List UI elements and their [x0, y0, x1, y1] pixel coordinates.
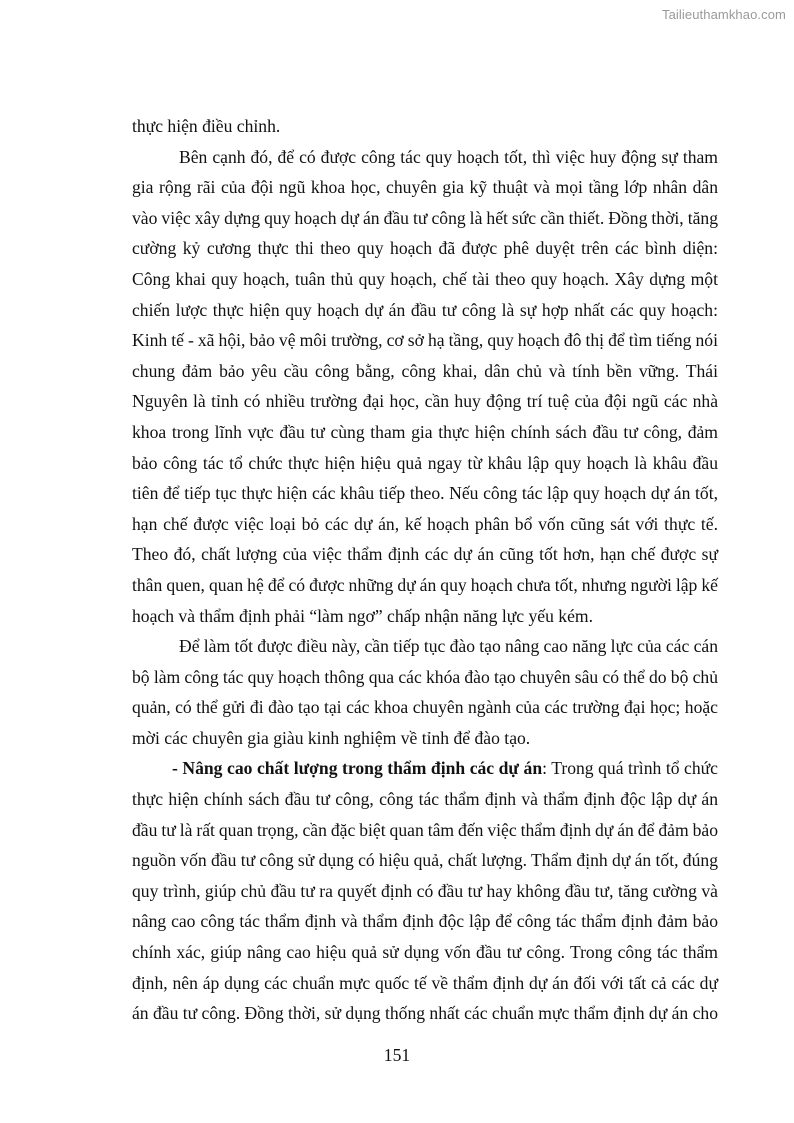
text-line: quy trình, giúp chủ đầu tư ra quyết định có đầu tư hay không đầu tư, tăng cường và	[132, 880, 718, 901]
text-line: khoa trong lĩnh vực đầu tư cùng tham gia thực hiện chính sách đầu tư công, đảm	[132, 421, 718, 442]
text-line: cường kỷ cương thực thi theo quy hoạch đã được phê duyệt trên các bình diện:	[132, 238, 718, 259]
text-line: hoạch và thẩm định phải “làm ngơ” chấp nhận năng lực yếu kém.	[132, 605, 593, 626]
text-line: thực hiện chính sách đầu tư công, công tác thẩm định và thẩm định độc lập dự án	[132, 789, 718, 810]
text-line: thực hiện điều chỉnh.	[132, 116, 281, 136]
text-line: chung đảm bảo yêu cầu công bằng, công khai, dân chủ và tính bền vững. Thái	[132, 360, 718, 381]
watermark-text: Tailieuthamkhao.com	[661, 7, 786, 22]
text-line: đầu tư là rất quan trọng, cần đặc biệt quan tâm đến việc thẩm định dự án để đảm bảo	[132, 819, 718, 840]
paragraph-2	[132, 142, 718, 632]
text-line: Công khai quy hoạch, tuân thủ quy hoạch, chế tài theo quy hoạch. Xây dựng một	[132, 268, 718, 289]
paragraph-1	[132, 111, 718, 142]
text-line: Bên cạnh đó, để có được công tác quy hoạch tốt, thì việc huy động sự tham	[179, 146, 718, 167]
text-line: bộ làm công tác quy hoạch thông qua các khóa đào tạo chuyên sâu có thể do bộ chủ	[132, 666, 718, 687]
text-line: mời các chuyên gia giàu kinh nghiệm về tỉnh để đào tạo.	[132, 727, 531, 748]
text-run: : Trong quá trình tổ chức	[542, 758, 718, 779]
text-line: chiến lược thực hiện quy hoạch dự án đầu tư công là sự hợp nhất các quy hoạch:	[132, 299, 718, 320]
text-line: chính xác, giúp nâng cao hiệu quả sử dụng vốn đầu tư công. Trong công tác thẩm	[132, 942, 718, 963]
text-line: nguồn vốn đầu tư công sử dụng có hiệu quả, chất lượng. Thẩm định dự án tốt, đúng	[132, 850, 718, 871]
text-line: bảo công tác tổ chức thực hiện hiệu quả ngay từ khâu lập quy hoạch là khâu đầu	[132, 452, 718, 473]
text-line: Theo đó, chất lượng của việc thẩm định các dự án cũng tốt hơn, hạn chế được sự	[132, 544, 718, 565]
text-line: thân quen, quan hệ để có được những dự án quy hoạch chưa tốt, nhưng người lập kế	[132, 574, 718, 595]
page-number: 151	[383, 1045, 411, 1065]
document-body	[132, 111, 718, 1029]
text-line: Kinh tế - xã hội, bảo vệ môi trường, cơ sở hạ tầng, quy hoạch đô thị để tìm tiếng nói	[132, 330, 718, 351]
text-line: định, nên áp dụng các chuẩn mực quốc tế về thẩm định dự án đối với tất cả các dự	[132, 972, 718, 993]
text-line: án đầu tư công. Đồng thời, sử dụng thống nhất các chuẩn mực thẩm định dự án cho	[132, 1003, 718, 1024]
text-line: tiên để tiếp tục thực hiện các khâu tiếp theo. Nếu công tác lập quy hoạch dự án tốt,	[132, 483, 718, 504]
text-line: hạn chế được việc loại bỏ các dự án, kế hoạch phân bổ vốn cũng sát với thực tế.	[132, 513, 718, 534]
paragraph-3	[132, 631, 718, 753]
text-line	[132, 753, 718, 784]
text-line: Nguyên là tỉnh có nhiều trường đại học, cần huy động trí tuệ của đội ngũ các nhà	[132, 391, 718, 412]
paragraph-4	[132, 753, 718, 1028]
text-line: Để làm tốt được điều này, cần tiếp tục đào tạo nâng cao năng lực của các cán	[179, 636, 718, 657]
text-line: nâng cao công tác thẩm định và thẩm định độc lập để công tác thẩm định đảm bảo	[132, 911, 718, 932]
text-line: gia rộng rãi của đội ngũ khoa học, chuyên gia kỹ thuật và mọi tầng lớp nhân dân	[132, 177, 718, 198]
text-line: quản, có thể gửi đi đào tạo tại các khoa chuyên ngành của các trường đại học; hoặc	[132, 697, 718, 718]
bold-heading: - Nâng cao chất lượng trong thẩm định các dự án	[172, 758, 543, 779]
text-line: vào việc xây dựng quy hoạch dự án đầu tư công là hết sức cần thiết. Đồng thời, tăng	[132, 207, 718, 228]
